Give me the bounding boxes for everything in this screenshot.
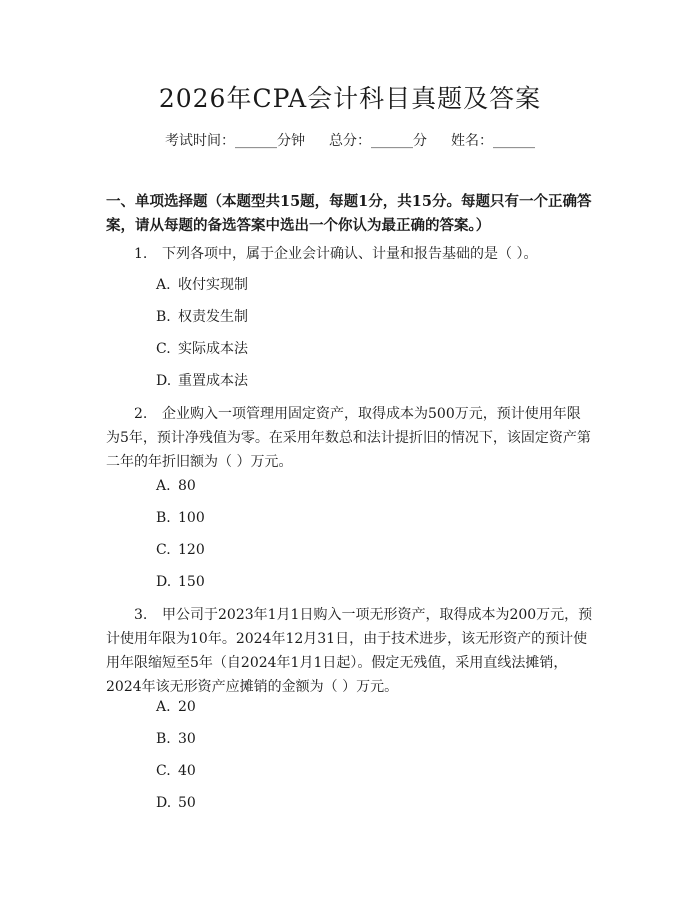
question-number: 1. <box>134 246 148 262</box>
question-1-option-d <box>156 371 248 391</box>
question-1-option-b <box>156 307 248 327</box>
exam-meta <box>0 131 700 151</box>
option-letter: A. <box>156 478 171 494</box>
name-label: 姓名：______ <box>451 133 535 149</box>
option-text: 收付实现制 <box>178 277 248 293</box>
option-letter: D. <box>156 795 172 811</box>
option-text: 30 <box>178 731 196 747</box>
question-3-option-c <box>156 761 196 781</box>
exam-time-label: 考试时间：______分钟 <box>165 133 305 149</box>
option-text: 100 <box>178 510 205 526</box>
section-heading: 一、单项选择题（本题型共15题，每题1分，共15分。每题只有一个正确答案，请从每题的备选答案中选出一个你认为最正确的答案。） <box>106 193 592 234</box>
option-letter: A. <box>156 699 171 715</box>
option-letter: D. <box>156 373 172 389</box>
option-letter: D. <box>156 574 172 590</box>
question-2-option-a <box>156 476 196 496</box>
option-letter: B. <box>156 309 171 325</box>
option-letter: A. <box>156 277 171 293</box>
option-text: 重置成本法 <box>178 373 248 389</box>
option-text: 120 <box>178 542 205 558</box>
question-number: 3. <box>134 607 148 623</box>
question-text: 企业购入一项管理用固定资产，取得成本为500万元，预计使用年限为5年，预计净残值为零。在采用年数总和法计提折旧的情况下，该固定资产第二年的年折旧额为（ ）万元。 <box>106 406 591 470</box>
question-3-option-d <box>156 793 196 813</box>
question-1-option-a <box>156 275 248 295</box>
total-score-label: 总分：______分 <box>329 133 427 149</box>
page-title: 2026年CPA会计科目真题及答案 <box>158 84 542 113</box>
question-text: 甲公司于2023年1月1日购入一项无形资产，取得成本为200万元，预计使用年限为10年。2024年12月31日，由于技术进步，该无形资产的预计使用年限缩短至5年（自2024年1月1日起）。假定无残值，采用直线法摊销，2024年该无形资产应摊销的金额为（ ）万元。 <box>106 607 593 695</box>
option-text: 20 <box>178 699 196 715</box>
option-text: 40 <box>178 763 196 779</box>
option-text: 实际成本法 <box>178 341 248 357</box>
question-3 <box>106 603 594 699</box>
question-3-option-a <box>156 697 196 717</box>
question-2-option-d <box>156 572 205 592</box>
option-text: 50 <box>178 795 196 811</box>
question-number: 2. <box>134 406 148 422</box>
question-2-option-c <box>156 540 205 560</box>
option-letter: C. <box>156 763 171 779</box>
option-letter: C. <box>156 341 171 357</box>
question-1-option-c <box>156 339 248 359</box>
option-text: 80 <box>178 478 196 494</box>
question-2-option-b <box>156 508 205 528</box>
option-letter: C. <box>156 542 171 558</box>
option-letter: B. <box>156 731 171 747</box>
option-text: 权责发生制 <box>178 309 248 325</box>
option-text: 150 <box>178 574 205 590</box>
question-2 <box>106 402 594 474</box>
option-letter: B. <box>156 510 171 526</box>
question-text: 下列各项中，属于企业会计确认、计量和报告基础的是（ ）。 <box>162 246 538 262</box>
question-1 <box>106 242 594 266</box>
question-3-option-b <box>156 729 196 749</box>
